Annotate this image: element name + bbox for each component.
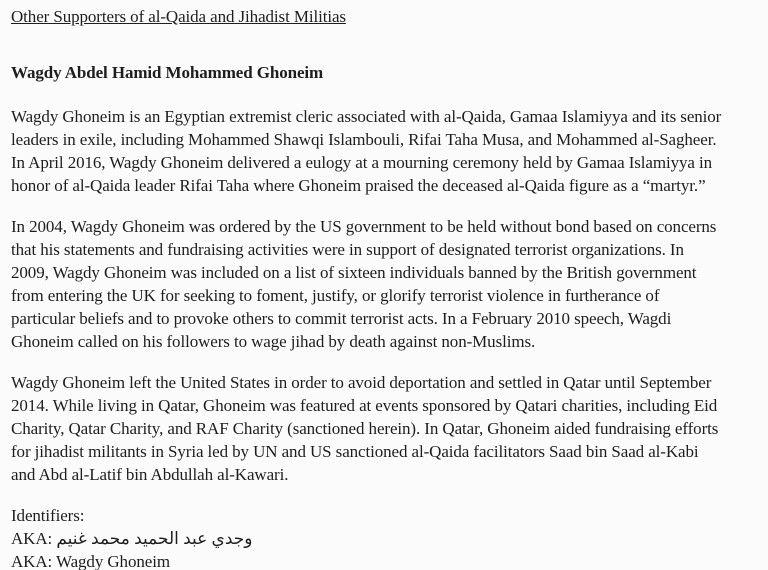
text-line: Charity, Qatar Charity, and RAF Charity (sanctioned herein). In Qatar, Ghoneim aided fundraising efforts	[11, 419, 719, 438]
document-title: Other Supporters of al-Qaida and Jihadist Militias	[11, 7, 346, 26]
paragraph-1	[11, 105, 758, 197]
text-line: Wagdy Ghoneim is an Egyptian extremist cleric associated with al-Qaida, Gamaa Islamiyya and its senior	[11, 107, 722, 126]
text-line: that his statements and fundraising activities were in support of designated terrorist organizations. In	[11, 240, 684, 259]
paragraph-2	[11, 215, 758, 353]
text-line: In 2004, Wagdy Ghoneim was ordered by the US government to be held without bond based on concerns	[11, 217, 717, 236]
text-line: and Abd al-Latif bin Abdullah al-Kawari.	[11, 465, 289, 484]
text-line: 2009, Wagdy Ghoneim was included on a list of sixteen individuals banned by the British government	[11, 263, 697, 282]
text-line: for jihadist militants in Syria led by UN and US sanctioned al-Qaida facilitators Saad bin Saad al-Kabi	[11, 442, 699, 461]
paragraph-3	[11, 371, 758, 486]
text-line: Ghoneim called on his followers to wage jihad by death against non-Muslims.	[11, 332, 536, 351]
text-line: Wagdy Ghoneim left the United States in order to avoid deportation and settled in Qatar until September	[11, 373, 712, 392]
person-name-heading: Wagdy Abdel Hamid Mohammed Ghoneim	[11, 63, 324, 82]
text-line: honor of al-Qaida leader Rifai Taha where Ghoneim praised the deceased al-Qaida figure as a “martyr.”	[11, 176, 706, 195]
text-line: In April 2016, Wagdy Ghoneim delivered a eulogy at a mourning ceremony held by Gamaa Islamiyya in	[11, 153, 713, 172]
identifiers-label: Identifiers:	[11, 506, 85, 525]
text-line: from entering the UK for seeking to foment, justify, or glorify terrorist violence in furtherance of	[11, 286, 660, 305]
aka-latin-line: AKA: Wagdy Ghoneim	[11, 552, 170, 570]
identifiers-section	[11, 504, 758, 570]
text-line: 2014. While living in Qatar, Ghoneim was featured at events sponsored by Qatari charities, including Eid	[11, 396, 718, 415]
text-line: particular beliefs and to provoke others to commit terrorist acts. In a February 2010 speech, Wagdi	[11, 309, 672, 328]
text-line: leaders in exile, including Mohammed Shawqi Islambouli, Rifai Taha Musa, and Mohammed al-Sagheer.	[11, 130, 717, 149]
aka-arabic-line: AKA: وجدي عبد الحميد محمد غنيم	[11, 529, 253, 548]
